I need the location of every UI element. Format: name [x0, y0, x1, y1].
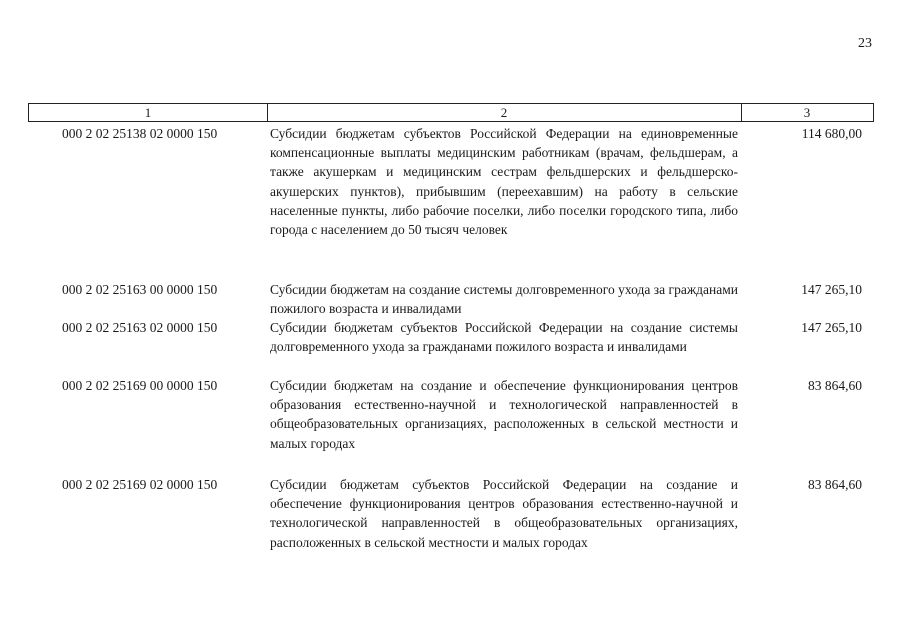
row-description: Субсидии бюджетам на создание системы долговременного ухода за гражданами пожилого возраста и инвалидами	[270, 282, 738, 317]
budget-code: 000 2 02 25169 00 0000 150	[62, 378, 218, 393]
column-header-2: 2	[267, 104, 742, 121]
row-amount: 147 265,10	[801, 282, 862, 297]
table-header	[28, 103, 874, 122]
budget-code: 000 2 02 25163 02 0000 150	[62, 320, 218, 335]
row-description: Субсидии бюджетам субъектов Российской Федерации на создание и обеспечение функционирования центров образования естественно-научной и технологической направленностей в общеобразовательных организациях, расположенных в сельской местности и малых городах	[270, 477, 738, 550]
row-amount: 114 680,00	[801, 126, 862, 141]
row-description: Субсидии бюджетам субъектов Российской Федерации на единовременные компенсационные выплаты медицинским работникам (врачам, фельдшерам, а также акушеркам и медицинским сестрам фельдшерских и фельдшерско-акушерских пунктов), прибывшим (переехавшим) на работу в сельские населенные пункты, либо рабочие поселки, либо поселки городского типа, либо города с населением до 50 тысяч человек	[270, 126, 738, 238]
column-header-3: 3	[803, 105, 811, 120]
row-amount: 83 864,60	[808, 378, 862, 393]
column-header-1: 1	[29, 104, 268, 121]
page-number: 23	[858, 36, 872, 51]
budget-code: 000 2 02 25138 02 0000 150	[62, 126, 218, 141]
row-description: Субсидии бюджетам на создание и обеспечение функционирования центров образования естественно-научной и технологической направленностей в общеобразовательных организациях, расположенных в сельской местности и малых городах	[270, 378, 738, 451]
budget-code: 000 2 02 25169 02 0000 150	[62, 477, 218, 492]
budget-code: 000 2 02 25163 00 0000 150	[62, 282, 218, 297]
row-description: Субсидии бюджетам субъектов Российской Федерации на создание системы долговременного ухода за гражданами пожилого возраста и инвалидами	[270, 320, 738, 355]
row-amount: 83 864,60	[808, 477, 862, 492]
row-amount: 147 265,10	[801, 320, 862, 335]
